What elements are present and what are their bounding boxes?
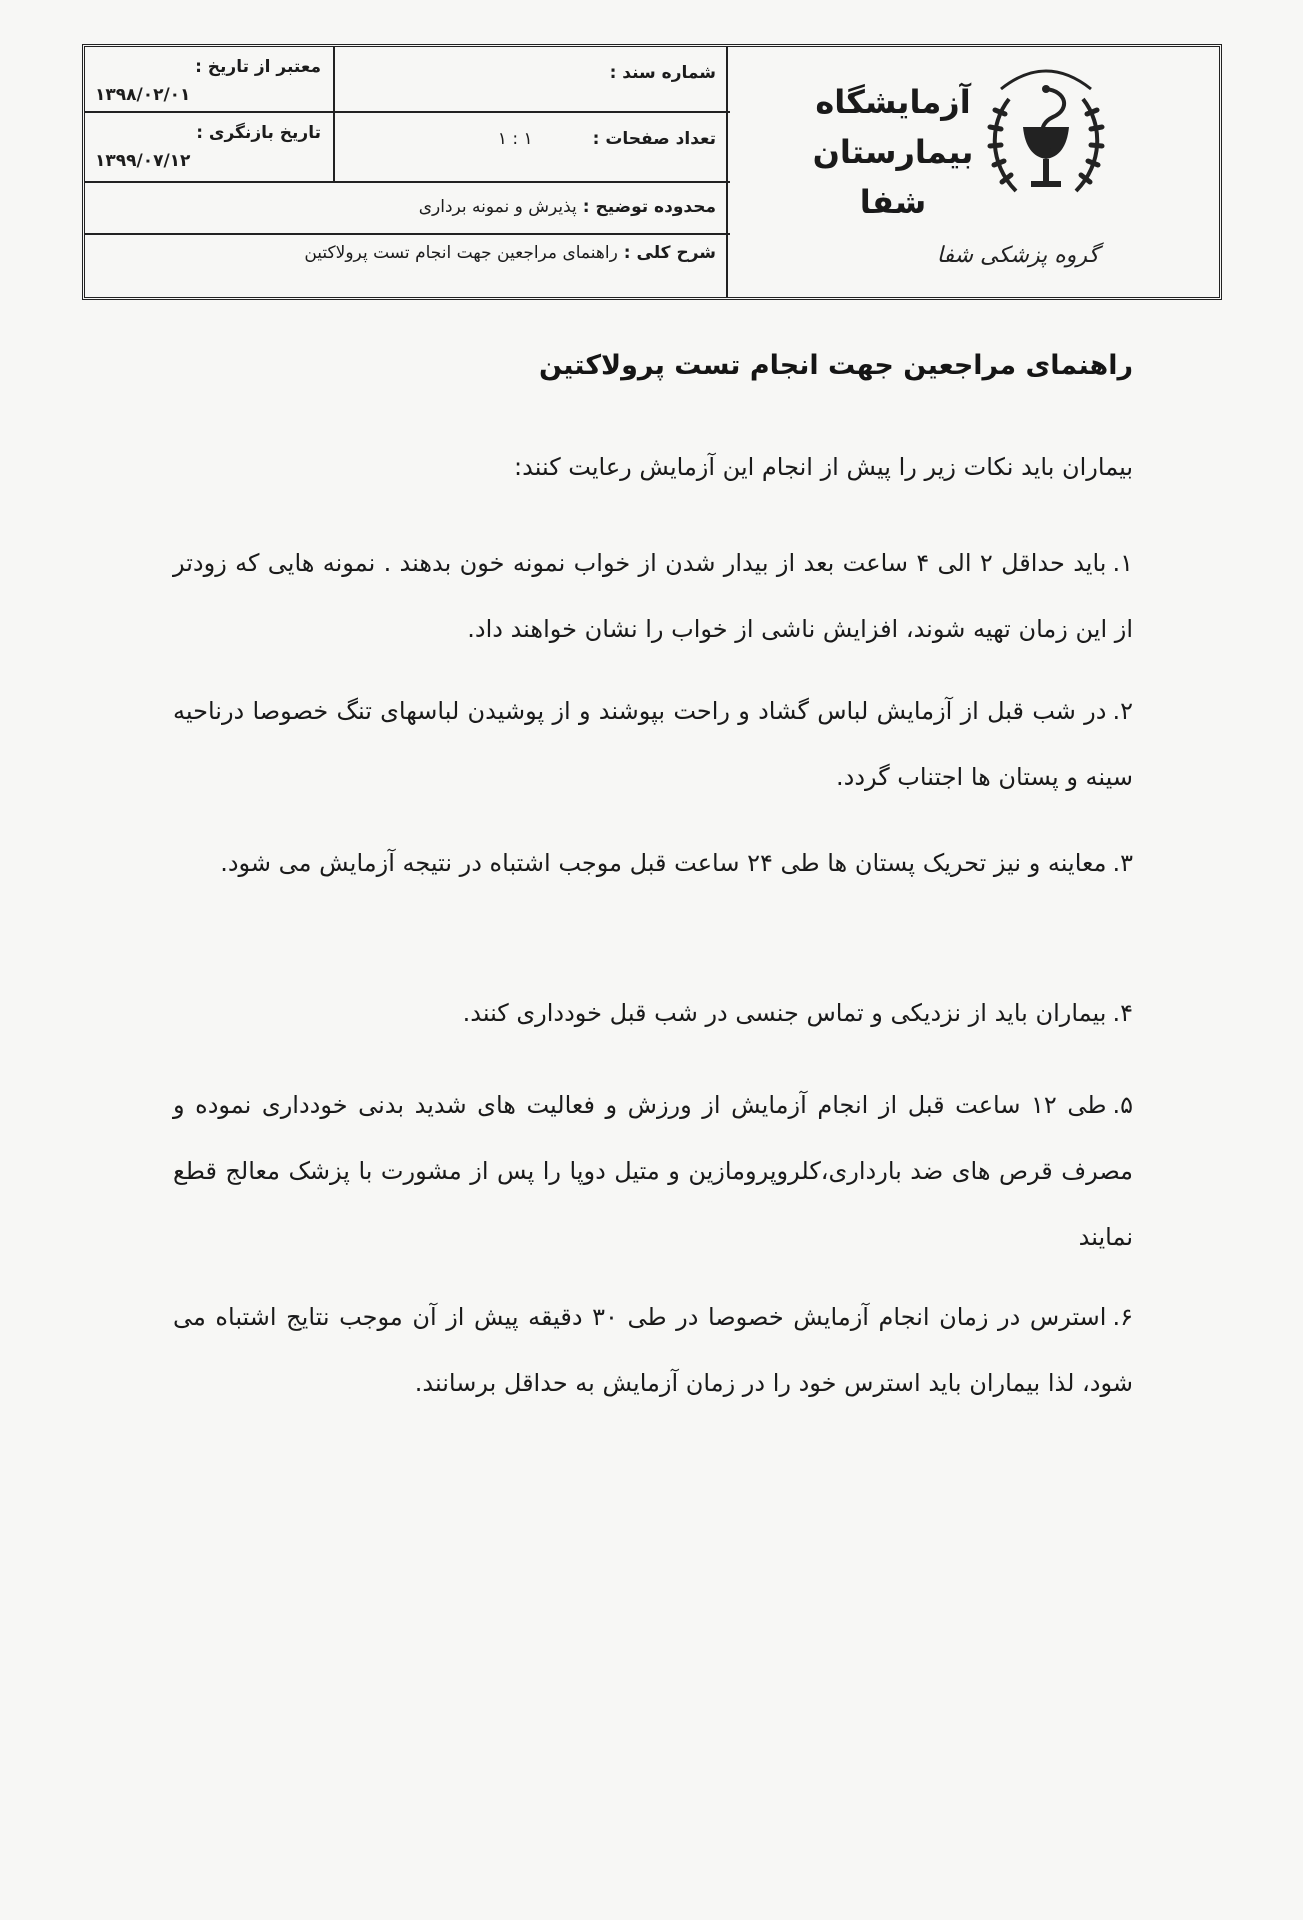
item-text: در شب قبل از آزمایش لباس گشاد و راحت بپوشند و از پوشیدن لباسهای تنگ خصوصا درناحیه سینه و پستان ها اجتناب گردد. <box>173 697 1133 791</box>
item-text: طی ۱۲ ساعت قبل از انجام آزمایش از ورزش و فعالیت های شدید بدنی خودداری نموده و مصرف قرص های ضد بارداری،کلروپرومازین و متیل دوپا را پس از مشورت با پزشک معالج قطع نمایند <box>173 1091 1133 1251</box>
revision-date-label: تاریخ بازنگری : <box>196 123 321 143</box>
lab-name <box>808 77 978 227</box>
valid-from-cell <box>85 47 335 111</box>
document-number-cell <box>335 47 730 111</box>
item-text: استرس در زمان انجام آزمایش خصوصا در طی ۳۰ دقیقه پیش از آن موجب نتایج اشتباه می شود، لذا بیماران باید استرس خود را در زمان آزمایش به حداقل برسانند. <box>173 1303 1133 1397</box>
item-text: معاینه و نیز تحریک پستان ها طی ۲۴ ساعت قبل موجب اشتباه در نتیجه آزمایش می شود. <box>220 849 1107 877</box>
info-row-document-number <box>85 47 730 113</box>
page-count-cell <box>335 113 730 181</box>
document-number-label: شماره سند : <box>609 63 716 83</box>
revision-date-value: ۱۳۹۹/۰۷/۱۲ <box>95 151 191 171</box>
lab-name-line: شفا <box>859 183 927 221</box>
document-info-table <box>85 47 730 297</box>
info-row-page-count <box>85 113 730 183</box>
instruction-item <box>173 980 1133 1046</box>
instruction-item <box>173 830 1133 896</box>
scope-value: پذیرش و نمونه برداری <box>418 197 577 217</box>
item-number: ۳. <box>1112 849 1133 877</box>
item-number: ۶. <box>1112 1303 1133 1331</box>
scope-cell <box>85 183 730 233</box>
instruction-item <box>173 1284 1133 1416</box>
logo-signature: گروه پزشکی شفا <box>936 243 1099 268</box>
scope-label: محدوده توضیح : <box>582 197 716 217</box>
instruction-item <box>173 1072 1133 1270</box>
revision-date-cell <box>85 113 335 181</box>
lab-name-line: بیمارستان <box>812 133 974 171</box>
intro-paragraph: بیماران باید نکات زیر را پیش از انجام این آزمایش رعایت کنند: <box>514 453 1133 481</box>
item-text: بیماران باید از نزدیکی و تماس جنسی در شب قبل خودداری کنند. <box>462 999 1107 1027</box>
valid-from-label: معتبر از تاریخ : <box>195 57 321 77</box>
item-number: ۲. <box>1112 697 1133 725</box>
page-count-label: تعداد صفحات : <box>592 129 716 149</box>
valid-from-value: ۱۳۹۸/۰۲/۰۱ <box>95 85 191 105</box>
item-number: ۵. <box>1112 1091 1134 1119</box>
document-header <box>82 44 1222 300</box>
lab-name-line: آزمایشگاه <box>815 83 971 121</box>
info-row-description <box>85 235 730 297</box>
description-label: شرح کلی : <box>623 243 716 263</box>
document-title: راهنمای مراجعین جهت انجام تست پرولاکتین <box>538 350 1133 381</box>
logo-area <box>726 47 1219 297</box>
description-cell <box>85 235 730 297</box>
item-number: ۱. <box>1112 549 1134 577</box>
description-value: راهنمای مراجعین جهت انجام تست پرولاکتین <box>304 243 618 263</box>
medical-emblem-icon <box>971 69 1121 219</box>
item-text: باید حداقل ۲ الی ۴ ساعت بعد از بیدار شدن از خواب نمونه خون بدهند . نمونه هایی که زودتر از این زمان تهیه شوند، افزایش ناشی از خواب را نشان خواهند داد. <box>173 549 1133 643</box>
instruction-item <box>173 678 1133 810</box>
instruction-item <box>173 530 1133 662</box>
page-count-value: ۱ : ۱ <box>497 129 533 149</box>
item-number: ۴. <box>1112 999 1133 1027</box>
info-row-scope <box>85 183 730 235</box>
